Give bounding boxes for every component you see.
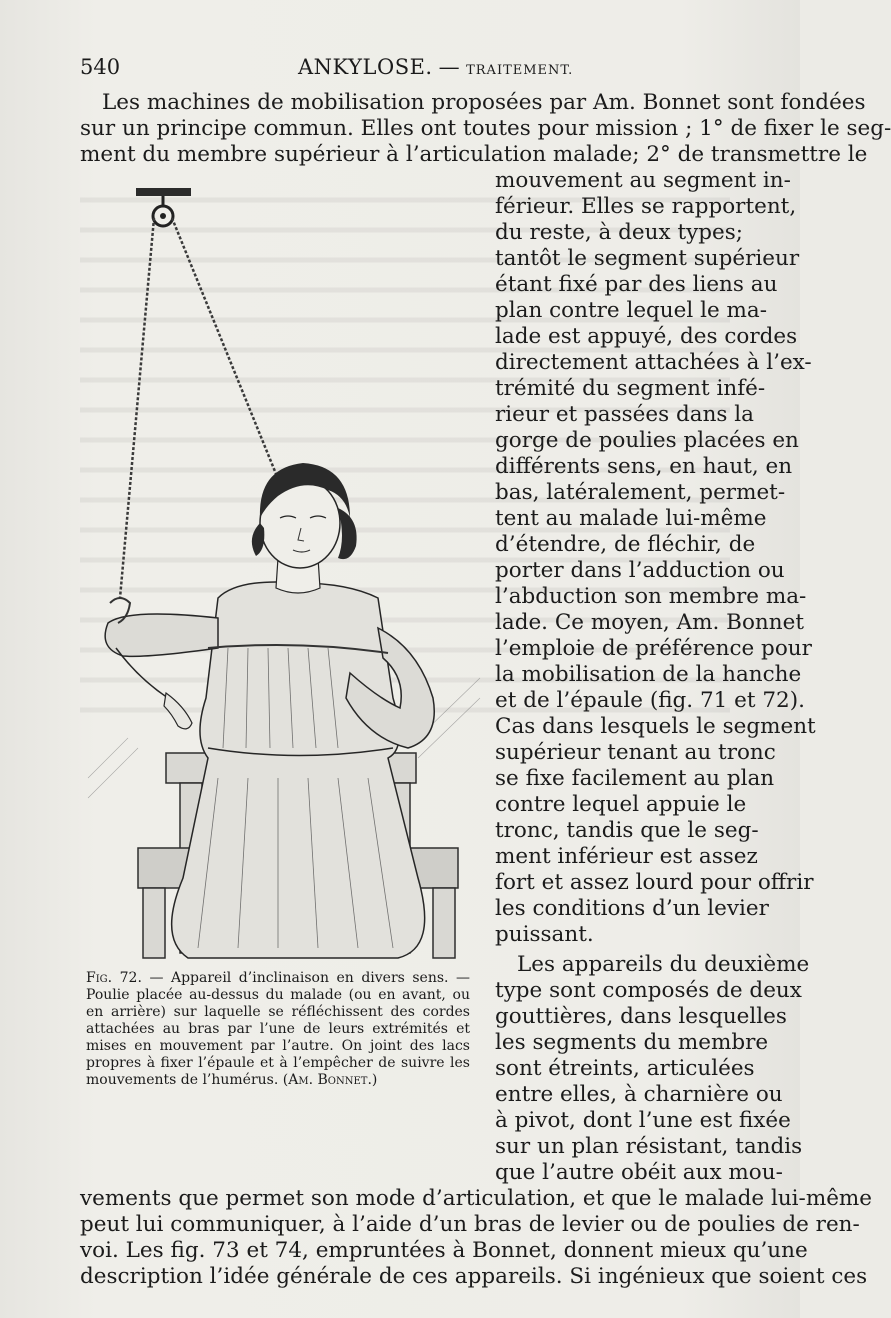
column-line: fort et assez lourd pour offrir [495, 870, 814, 895]
running-title-main: ANKYLOSE. [298, 55, 433, 79]
body-line: Les machines de mobilisation proposées par Am. Bonnet sont fondées [102, 90, 866, 115]
figure-caption [86, 970, 470, 1089]
column-line: plan contre lequel le ma- [495, 298, 767, 323]
column-line: directement attachées à l’ex- [495, 350, 812, 375]
column-line: lade. Ce moyen, Am. Bonnet [495, 610, 804, 635]
column-line: les conditions d’un levier [495, 896, 769, 921]
body-line: description l’idée générale de ces appareils. Si ingénieux que soient ces [80, 1264, 868, 1289]
body-line: vements que permet son mode d’articulation, et que le malade lui-même [80, 1186, 873, 1211]
column-line: l’emploie de préférence pour [495, 636, 812, 661]
column-line: et de l’épaule (fig. 71 et 72). [495, 688, 805, 713]
figure-72-engraving [88, 178, 480, 960]
body-line: peut lui communiquer, à l’aide d’un bras de levier ou de poulies de ren- [80, 1212, 860, 1237]
column-line: trémité du segment infé- [495, 376, 766, 401]
column-line: type sont composés de deux [495, 978, 802, 1003]
column-line: porter dans l’adduction ou [495, 558, 785, 583]
column-line: ment inférieur est assez [495, 844, 758, 869]
column-line: du reste, à deux types; [495, 220, 744, 245]
running-header [80, 55, 740, 83]
column-line: Cas dans lesquels le segment [495, 714, 816, 739]
column-line: tent au malade lui-même [495, 506, 767, 531]
column-line: rieur et passées dans la [495, 402, 754, 427]
column-line: sur un plan résistant, tandis [495, 1134, 803, 1159]
column-line: gouttières, dans lesquelles [495, 1004, 787, 1029]
column-line: que l’autre obéit aux mou- [495, 1160, 783, 1185]
running-title-dash: — [438, 55, 461, 79]
column-line: différents sens, en haut, en [495, 454, 793, 479]
column-line: contre lequel appuie le [495, 792, 747, 817]
column-line: tronc, tandis que le seg- [495, 818, 759, 843]
column-line: d’étendre, de fléchir, de [495, 532, 756, 557]
body-line: ment du membre supérieur à l’articulation malade; 2° de transmettre le [80, 142, 868, 167]
column-line: mouvement au segment in- [495, 168, 791, 193]
column-line: étant fixé par des liens au [495, 272, 778, 297]
column-line: la mobilisation de la hanche [495, 662, 802, 687]
column-line: gorge de poulies placées en [495, 428, 799, 453]
body-line: voi. Les fig. 73 et 74, empruntées à Bonnet, donnent mieux qu’une [80, 1238, 808, 1263]
column-line: puissant. [495, 922, 594, 947]
column-line: lade est appuyé, des cordes [495, 324, 798, 349]
column-line: bas, latéralement, permet- [495, 480, 786, 505]
running-title-sub: TRAITEMENT. [466, 63, 574, 78]
column-line: se fixe facilement au plan [495, 766, 775, 791]
figure-caption-text: — Appareil d’inclinaison en divers sens. — Poulie placée au-dessus du malade (ou en avant, ou en arrière) sur laquelle se réfléchissent des cordes attachées au bras par l’une de leurs extrémités et mises en mouvement par l’autre. On joint des lacs propres à fixer l’épaule et à l’empêcher de suivre les mouvements de l’humérus. [86, 970, 471, 1088]
column-line: Les appareils du deuxième [517, 952, 810, 977]
pulley-icon [136, 188, 191, 226]
column-line: supérieur tenant au tronc [495, 740, 776, 765]
page-number: 540 [80, 55, 121, 79]
column-line: sont étreints, articulées [495, 1056, 755, 1081]
figure-credit: (Am. Bonnet.) [282, 1072, 378, 1088]
running-title [298, 55, 573, 79]
column-line: entre elles, à charnière ou [495, 1082, 783, 1107]
column-line: l’abduction son membre ma- [495, 584, 807, 609]
figure-label: Fig. 72. [86, 970, 142, 986]
column-line: les segments du membre [495, 1030, 769, 1055]
body-line: sur un principe commun. Elles ont toutes pour mission ; 1° de fixer le seg- [80, 116, 891, 141]
column-line: tantôt le segment supérieur [495, 246, 800, 271]
column-line: à pivot, dont l’une est fixée [495, 1108, 791, 1133]
column-line: férieur. Elles se rapportent, [495, 194, 797, 219]
